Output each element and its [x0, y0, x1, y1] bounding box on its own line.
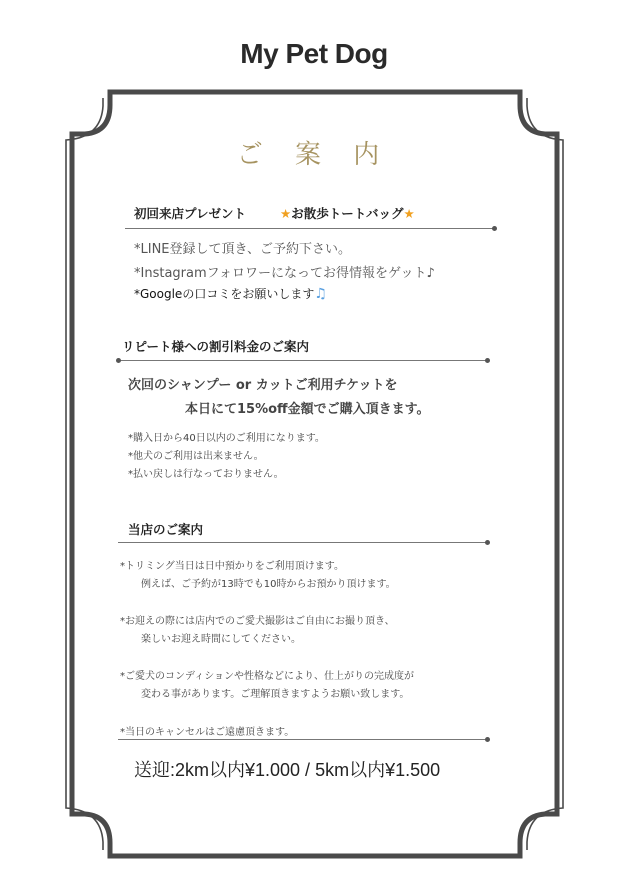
page-title: ご 案 内 — [236, 140, 392, 170]
brand-logo: My Pet Dog — [240, 38, 388, 69]
section1-heading: 初回来店プレゼント — [134, 206, 247, 221]
google-review-text: *Googleの口コミをお願いします — [134, 287, 315, 301]
section1-item-3 — [134, 285, 327, 302]
star-icon: ★ — [280, 206, 292, 221]
section3-last-note: *当日のキャンセルはご遠慮頂きます。 — [120, 727, 295, 738]
star-icon: ★ — [403, 206, 415, 221]
section3-item-2-line-1: *お迎えの際には店内でのご愛犬撮影はご自由にお撮り頂き、 — [120, 616, 395, 627]
section3-item-3-line-1: *ご愛犬のコンディションや性格などにより、仕上がりの完成度が — [120, 671, 414, 682]
section2-note-3: *払い戻しは行なっておりません。 — [128, 469, 284, 480]
section3-item-3-line-2: 変わる事があります。ご理解頂きますようお願い致します。 — [141, 689, 410, 700]
section2-lead-1: 次回のシャンプー or カットご利用チケットを — [128, 378, 398, 393]
music-note-icon: ♫ — [314, 286, 327, 302]
section2-lead-2: 本日にて15%off金額でご購入頂きます。 — [185, 402, 430, 417]
section3-item-2-line-2: 楽しいお迎え時間にしてください。 — [141, 634, 301, 645]
section1-item-1: *LINE登録して頂き、ご予約下さい。 — [134, 242, 351, 257]
section2-note-1: *購入日から40日以内のご利用になります。 — [128, 433, 325, 444]
pickup-pricing: 送迎:2km以内¥1.000 / 5km以内¥1.500 — [134, 760, 441, 780]
section2-divider — [118, 360, 488, 361]
section1-divider — [125, 228, 495, 229]
section1-item-2: *Instagramフォロワーになってお得情報をゲット♪ — [134, 266, 435, 281]
section3-item-1-line-1: *トリミング当日は日中預かりをご利用頂けます。 — [120, 561, 344, 572]
gift-label — [280, 204, 415, 222]
section3-item-1-line-2: 例えば、ご予約が13時でも10時からお預かり頂けます。 — [141, 579, 396, 590]
gift-text: お散歩トートバッグ — [291, 206, 404, 221]
section2-note-2: *他犬のご利用は出来ません。 — [128, 451, 264, 462]
section3-divider — [118, 542, 488, 543]
section3-bottom-divider — [118, 739, 488, 740]
section2-heading: リピート様への割引料金のご案内 — [122, 339, 310, 354]
section3-heading: 当店のご案内 — [128, 522, 204, 537]
